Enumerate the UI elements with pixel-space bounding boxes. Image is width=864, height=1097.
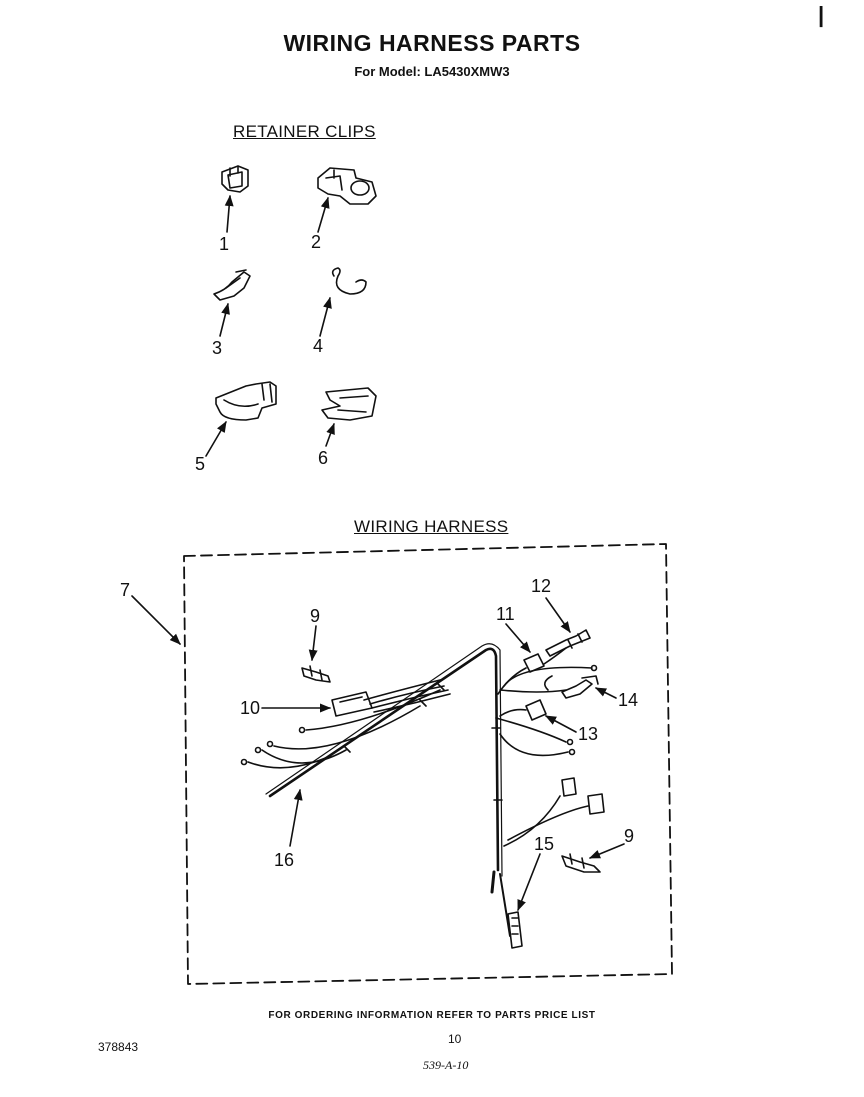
leader-arrow-7 xyxy=(132,596,180,644)
retainer-clip-6 xyxy=(322,388,376,420)
leader-arrow-1 xyxy=(227,196,230,232)
leader-arrow-5 xyxy=(206,422,226,456)
corner-mark: | xyxy=(818,2,825,27)
callout-15: 15 xyxy=(534,834,555,854)
callout-9-left: 9 xyxy=(310,606,321,626)
callout-13: 13 xyxy=(578,724,599,744)
leader-arrow-13 xyxy=(546,716,576,732)
page-number: 10 xyxy=(448,1032,462,1046)
leader-arrow-9-left xyxy=(312,626,316,660)
leader-arrow-12 xyxy=(546,598,570,632)
leader-arrow-11 xyxy=(506,624,530,652)
retainer-clip-3 xyxy=(214,270,250,300)
retainer-clip-5 xyxy=(216,382,276,420)
leader-arrow-6 xyxy=(326,424,334,446)
leader-arrow-4 xyxy=(320,298,330,336)
leader-arrow-3 xyxy=(220,304,228,336)
callout-7: 7 xyxy=(120,580,131,600)
wiring-harness xyxy=(242,630,605,948)
section-title-wiring-harness: WIRING HARNESS xyxy=(354,517,509,536)
diagram-code: 539-A-10 xyxy=(423,1058,469,1072)
callout-3: 3 xyxy=(212,338,223,358)
retainer-clip-2 xyxy=(318,168,376,204)
wiring-harness-frame xyxy=(184,544,672,984)
callout-9-right: 9 xyxy=(624,826,635,846)
callout-5: 5 xyxy=(195,454,206,474)
callout-6: 6 xyxy=(318,448,329,468)
callout-4: 4 xyxy=(313,336,324,356)
leader-arrow-9-right xyxy=(590,844,624,858)
section-title-retainer-clips: RETAINER CLIPS xyxy=(233,122,376,141)
leader-arrow-14 xyxy=(596,688,616,698)
callout-2: 2 xyxy=(311,232,322,252)
callout-12: 12 xyxy=(531,576,552,596)
callout-11: 11 xyxy=(496,604,515,624)
callout-14: 14 xyxy=(618,690,639,710)
document-number: 378843 xyxy=(98,1040,139,1054)
page-title: WIRING HARNESS PARTS xyxy=(283,30,581,56)
retainer-clip-1 xyxy=(222,166,248,192)
leader-arrow-16 xyxy=(290,790,300,846)
callout-16: 16 xyxy=(274,850,295,870)
leader-arrow-2 xyxy=(318,198,328,232)
callout-1: 1 xyxy=(219,234,230,254)
leader-arrow-15 xyxy=(518,854,540,910)
model-subtitle: For Model: LA5430XMW3 xyxy=(354,64,510,79)
retainer-clip-4 xyxy=(333,268,366,294)
callout-10: 10 xyxy=(240,698,261,718)
ordering-info-note: FOR ORDERING INFORMATION REFER TO PARTS PRICE LIST xyxy=(268,1010,596,1021)
